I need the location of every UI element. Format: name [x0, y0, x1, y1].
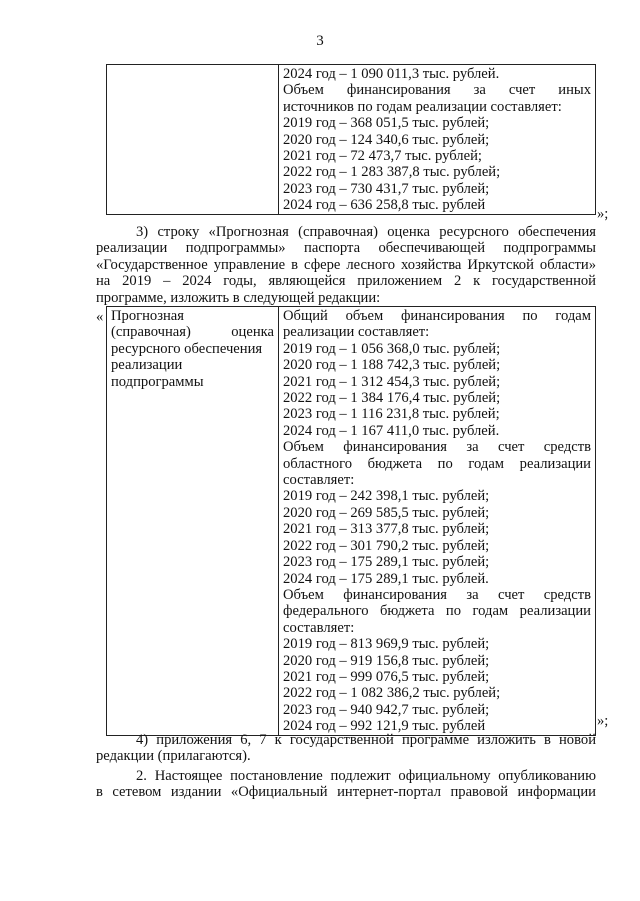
paragraph-line: 3) строку «Прогнозная (справочная) оценка ресурсного обеспечения: [136, 224, 596, 240]
paragraph-line: реализации подпрограммы» паспорта обеспечивающей подпрограммы: [96, 240, 596, 257]
table-line: 2020 год – 1 188 742,3 тыс. рублей;: [283, 357, 501, 374]
closing-quote-1: »;: [597, 206, 609, 222]
paragraph-line: 4) приложения 6, 7 к государственной программе изложить в новой: [136, 732, 596, 748]
table-line: 2020 год – 269 585,5 тыс. рублей;: [283, 504, 490, 521]
table-line: 2021 год – 999 076,5 тыс. рублей;: [283, 668, 490, 685]
table-line: реализации составляет:: [283, 324, 430, 341]
paragraph-3: [96, 224, 596, 306]
paragraph-line: «Государственное управление в сфере лесного хозяйства Иркутской области»: [96, 256, 596, 273]
table-line: 2019 год – 368 051,5 тыс. рублей;: [283, 115, 490, 132]
row-label-line: подпрограммы: [111, 373, 204, 390]
table-line: Объем финансирования за счет иных: [283, 82, 591, 99]
row-label-line: (справочная) оценка: [111, 324, 274, 341]
table-line: 2020 год – 919 156,8 тыс. рублей;: [283, 652, 490, 669]
paragraph-2: [96, 768, 596, 801]
table-line: 2024 год – 1 090 011,3 тыс. рублей.: [283, 66, 500, 82]
table-line: 2021 год – 72 473,7 тыс. рублей;: [283, 148, 482, 165]
table-line: 2019 год – 242 398,1 тыс. рублей;: [283, 488, 490, 505]
table-line: 2022 год – 301 790,2 тыс. рублей;: [283, 537, 490, 554]
opening-quote: «: [96, 309, 104, 325]
table-line: 2024 год – 992 121,9 тыс. рублей: [283, 718, 486, 735]
paragraph-line: 2. Настоящее постановление подлежит официальному опубликованию: [136, 768, 596, 784]
paragraph-line: программе, изложить в следующей редакции:: [96, 289, 381, 306]
paragraph-line: редакции (прилагаются).: [96, 748, 251, 765]
table-line: 2021 год – 1 312 454,3 тыс. рублей;: [283, 373, 501, 390]
table-line: Общий объем финансирования по годам: [283, 308, 591, 324]
table-line: источников по годам реализации составляет:: [283, 98, 562, 115]
table-right-cell: [279, 65, 596, 215]
table-line: 2019 год – 813 969,9 тыс. рублей;: [283, 636, 490, 653]
table-line: 2022 год – 1 384 176,4 тыс. рублей;: [283, 390, 501, 407]
table-line: 2024 год – 636 258,8 тыс. рублей: [283, 197, 486, 214]
table-line: 2020 год – 124 340,6 тыс. рублей;: [283, 131, 490, 148]
table-line: Объем финансирования за счет средств: [283, 586, 591, 603]
table-line: 2024 год – 175 289,1 тыс. рублей.: [283, 570, 489, 587]
paragraph-line: в сетевом издании «Официальный интернет-портал правовой информации: [96, 784, 596, 801]
row-label-line: Прогнозная: [111, 308, 184, 324]
table-line: 2023 год – 1 116 231,8 тыс. рублей;: [283, 406, 500, 423]
table-continuation: [106, 64, 596, 215]
table-line: областного бюджета по годам реализации: [283, 455, 591, 472]
table-line: Объем финансирования за счет средств: [283, 439, 591, 456]
table-line: 2024 год – 1 167 411,0 тыс. рублей.: [283, 422, 500, 439]
row-label-line: реализации: [111, 357, 183, 374]
row-label-line: ресурсного обеспечения: [111, 340, 263, 357]
table-left-cell: [107, 307, 279, 736]
table-resource-estimate: [106, 306, 596, 736]
table-line: федерального бюджета по годам реализации: [283, 603, 591, 620]
table-line: 2022 год – 1 082 386,2 тыс. рублей;: [283, 685, 501, 702]
table-right-cell: [279, 307, 596, 736]
table-left-cell-empty: [107, 65, 279, 215]
paragraph-line: на 2019 – 2024 годы, являющейся приложением 2 к государственной: [96, 273, 596, 290]
closing-quote-2: »;: [597, 713, 609, 729]
table-line: 2023 год – 175 289,1 тыс. рублей;: [283, 554, 490, 571]
page-number: 3: [316, 33, 324, 49]
table-line: 2022 год – 1 283 387,8 тыс. рублей;: [283, 164, 501, 181]
table-line: составляет:: [283, 619, 355, 636]
table-line: 2019 год – 1 056 368,0 тыс. рублей;: [283, 340, 501, 357]
table-line: составляет:: [283, 472, 355, 489]
table-line: 2021 год – 313 377,8 тыс. рублей;: [283, 521, 490, 538]
table-line: 2023 год – 730 431,7 тыс. рублей;: [283, 180, 490, 197]
paragraph-4: [96, 732, 596, 765]
table-line: 2023 год – 940 942,7 тыс. рублей;: [283, 701, 490, 718]
